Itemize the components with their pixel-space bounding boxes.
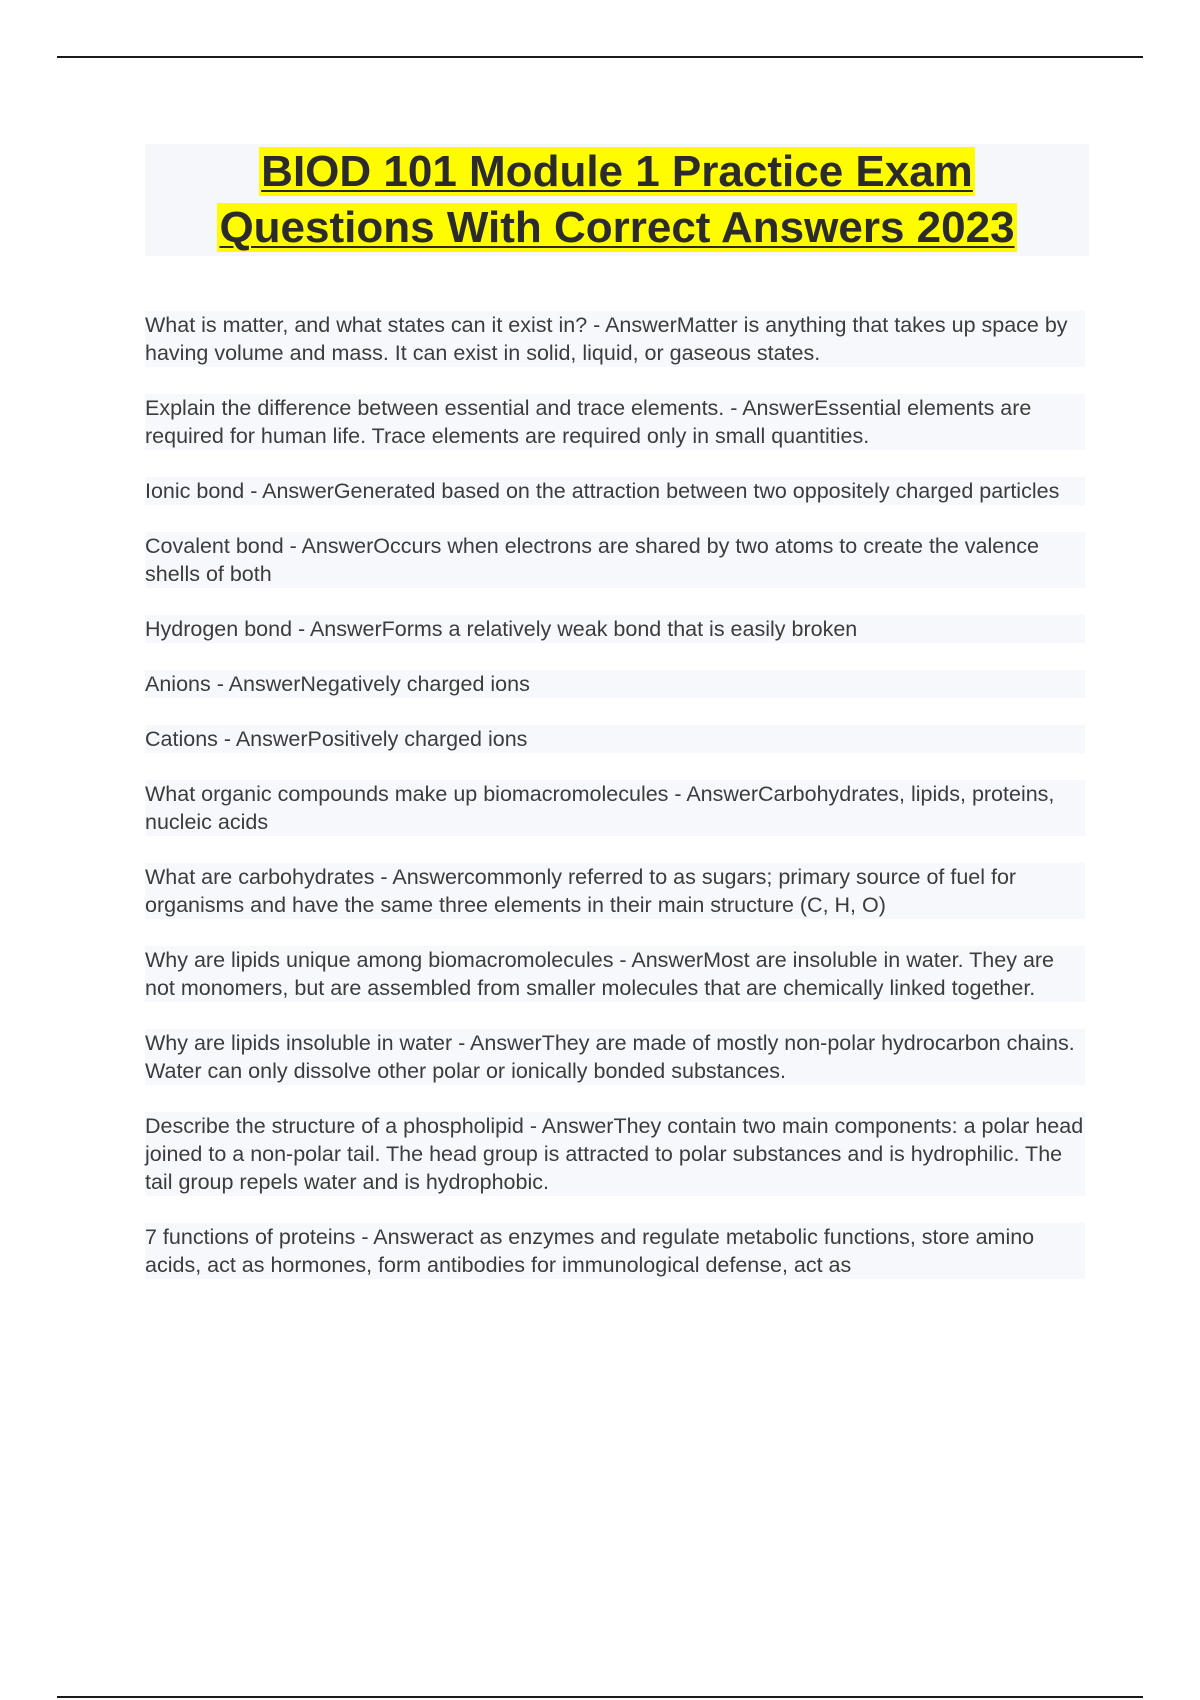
qa-item: 7 functions of proteins - Answeract as enzymes and regulate metabolic functions, store amino acids, act as hormones, form antibodies for immunological defense, act as	[145, 1223, 1085, 1279]
document-title	[145, 144, 1089, 256]
title-line-2: Questions With Correct Answers 2023	[219, 203, 1015, 252]
qa-item: Explain the difference between essential and trace elements. - AnswerEssential elements are required for human life. Trace elements are required only in small quantities.	[145, 394, 1085, 450]
qa-item: What organic compounds make up biomacromolecules - AnswerCarbohydrates, lipids, proteins, nucleic acids	[145, 780, 1085, 836]
bottom-rule	[57, 1696, 1143, 1698]
top-rule	[57, 56, 1143, 58]
qa-item: What is matter, and what states can it exist in? - AnswerMatter is anything that takes up space by having volume and mass. It can exist in solid, liquid, or gaseous states.	[145, 311, 1085, 367]
qa-item: Anions - AnswerNegatively charged ions	[145, 670, 1085, 698]
qa-item: What are carbohydrates - Answercommonly referred to as sugars; primary source of fuel for organisms and have the same three elements in their main structure (C, H, O)	[145, 863, 1085, 919]
qa-item: Cations - AnswerPositively charged ions	[145, 725, 1085, 753]
qa-item: Ionic bond - AnswerGenerated based on the attraction between two oppositely charged particles	[145, 477, 1085, 505]
qa-item: Covalent bond - AnswerOccurs when electrons are shared by two atoms to create the valence shells of both	[145, 532, 1085, 588]
qa-item: Why are lipids insoluble in water - AnswerThey are made of mostly non-polar hydrocarbon chains. Water can only dissolve other polar or ionically bonded substances.	[145, 1029, 1085, 1085]
title-line-1: BIOD 101 Module 1 Practice Exam	[261, 147, 973, 196]
qa-list	[145, 311, 1085, 1306]
qa-item: Why are lipids unique among biomacromolecules - AnswerMost are insoluble in water. They are not monomers, but are assembled from smaller molecules that are chemically linked together.	[145, 946, 1085, 1002]
qa-item: Hydrogen bond - AnswerForms a relatively weak bond that is easily broken	[145, 615, 1085, 643]
qa-item: Describe the structure of a phospholipid - AnswerThey contain two main components: a polar head joined to a non-polar tail. The head group is attracted to polar substances and is hydrophilic. The tail group repels water and is hydrophobic.	[145, 1114, 1084, 1194]
